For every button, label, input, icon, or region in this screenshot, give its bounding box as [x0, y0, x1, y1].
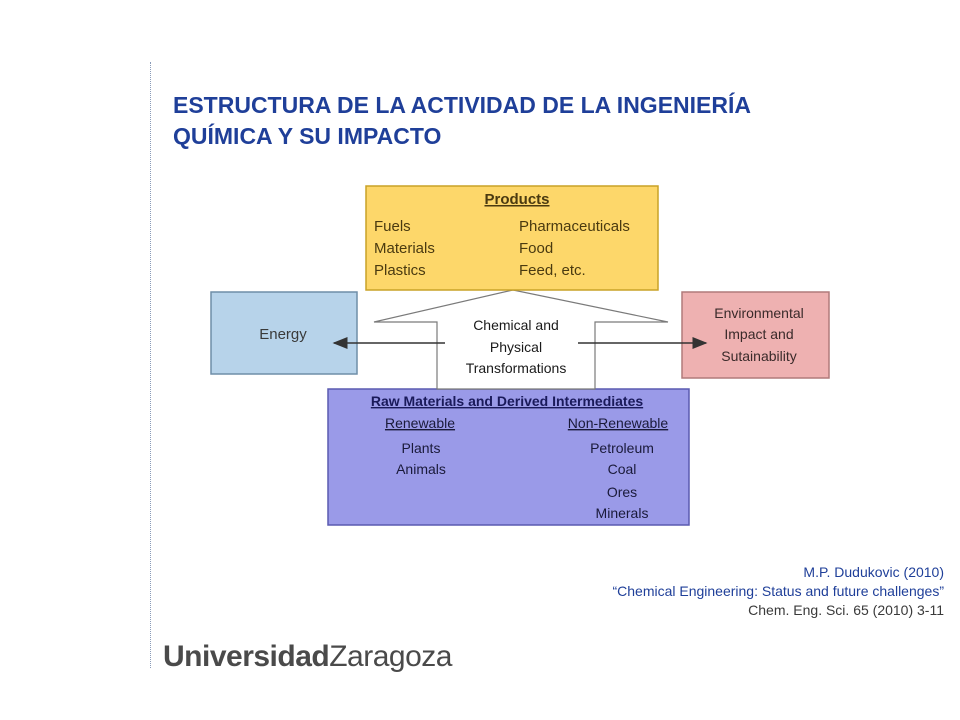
logo-part1: Universidad — [163, 640, 330, 673]
renewable-item: Plants — [401, 440, 441, 456]
citation-author: M.P. Dudukovic (2010) — [803, 564, 944, 580]
products-item: Plastics — [374, 262, 426, 279]
nonrenewable-heading: Non-Renewable — [567, 415, 669, 431]
renewable-item: Animals — [396, 461, 446, 477]
slide-title-line2: QUÍMICA Y SU IMPACTO — [173, 123, 442, 149]
products-item: Feed, etc. — [519, 262, 586, 279]
citation — [612, 563, 944, 620]
citation-journal: Chem. Eng. Sci. 65 (2010) 3-11 — [748, 602, 944, 618]
logo-part2: Zaragoza — [329, 640, 452, 673]
transformation-label: Transformations — [465, 360, 567, 376]
nonrenewable-item: Minerals — [595, 505, 649, 521]
renewable-heading: Renewable — [384, 415, 456, 431]
environmental-label: Environmental — [714, 305, 804, 321]
transformation-label: Chemical and — [473, 317, 559, 333]
transformation-label: Physical — [489, 339, 543, 355]
products-heading: Products — [484, 191, 550, 208]
university-logo — [163, 640, 452, 674]
products-item: Pharmaceuticals — [519, 218, 630, 235]
raw-materials-heading: Raw Materials and Derived Intermediates — [370, 393, 644, 409]
slide-title-line1: ESTRUCTURA DE LA ACTIVIDAD DE LA INGENIERÍA — [173, 92, 751, 118]
products-item: Fuels — [374, 218, 411, 235]
nonrenewable-item: Petroleum — [590, 440, 654, 456]
products-item: Materials — [374, 240, 435, 257]
environmental-label: Sutainability — [721, 348, 797, 364]
nonrenewable-item: Coal — [607, 461, 637, 477]
nonrenewable-item: Ores — [606, 484, 638, 500]
products-item: Food — [519, 240, 554, 257]
citation-article: “Chemical Engineering: Status and future challenges” — [612, 583, 944, 599]
environmental-label: Impact and — [724, 326, 794, 342]
energy-label: Energy — [259, 326, 307, 343]
